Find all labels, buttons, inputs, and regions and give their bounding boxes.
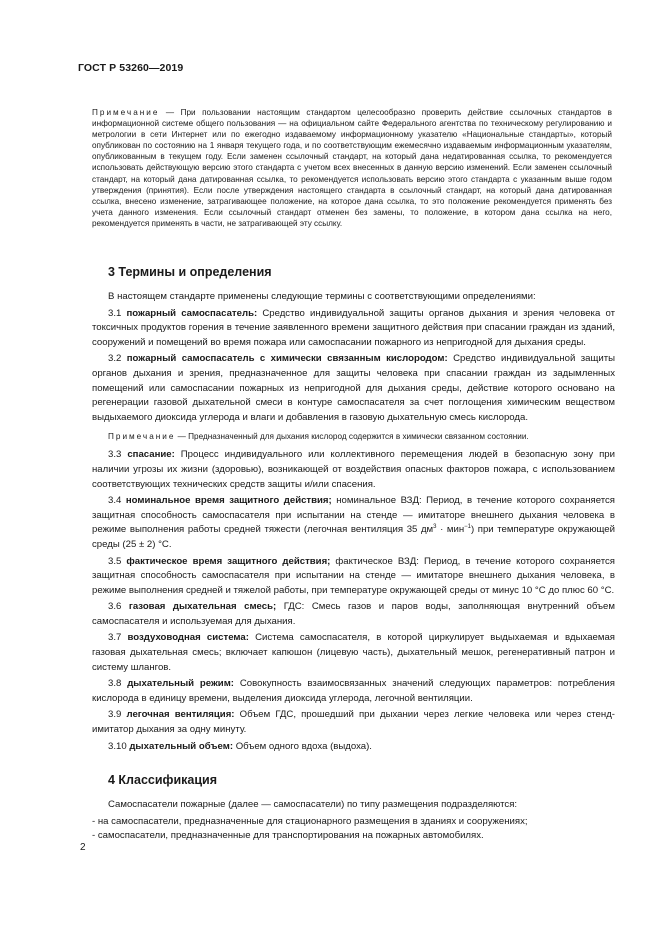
term-3-5 xyxy=(92,555,615,599)
note-text: — При пользовании настоящим стандартом целесообразно проверить действие ссылочных стандартов в информационной системе общего пользования — на официальном сайте Федерального агентства по техническому регулированию и метрологии в сети Интернет или по ежегодно издаваемому информационному указателю «Национальные стандарты», который опубликован по состоянию на 1 января текущего года, и по соответствующим ежемесячно издаваемым информационным указателям, опубликованным в текущем году. Если заменен ссылочный стандарт, на который дана недатированная ссылка, то рекомендуется использовать действующую версию этого стандарта с учетом всех внесенных в данную версию изменений. Если заменен ссылочный стандарт, на который дана датированная ссылка, то рекомендуется использовать версию этого стандарта с указанным выше годом утверждения (принятия). Если после утверждения настоящего стандарта в ссылочный стандарт, на который дана датированная ссылка, внесено изменение, затрагивающее положение, на которое дана ссылка, то это положение рекомендуется применять без учета данного изменения. Если ссылочный стандарт отменен без замены, то положение, в котором дана ссылка на него, рекомендуется применять в части, не затрагивающей эту ссылку. xyxy=(92,108,612,228)
list-item: - самоспасатели, предназначенные для транспортирования на пожарных автомобилях. xyxy=(92,830,484,842)
term-number: 3.8 xyxy=(108,678,128,690)
section-4-intro: Самоспасатели пожарные (далее — самоспасатели) по типу размещения подразделяются: xyxy=(108,799,518,810)
note-label: Примечание xyxy=(92,108,160,117)
term-number: 3.1 xyxy=(108,307,127,319)
term-name: спасание: xyxy=(127,449,175,461)
term-definition: ) при температуре окружающей среды (25 ± 2) °С. xyxy=(92,524,616,550)
term-definition: Средство индивидуальной защиты органов дыхания и зрения человека от токсичных продуктов горения в течение заявленного времени защитного действия при спасании граждан из зданий, сооружений и помещений во время пожара или самоспасании пожарного из непригодной для дыхания среды. xyxy=(92,307,615,348)
term-number: 3.2 xyxy=(108,353,127,365)
note-references xyxy=(92,107,612,229)
term-number: 3.9 xyxy=(108,709,127,721)
section-3-body xyxy=(92,290,615,756)
note-label: Примечание xyxy=(108,432,176,442)
term-number: 3.10 xyxy=(108,740,130,752)
term-number: 3.5 xyxy=(108,555,127,567)
term-definition: Система самоспасателя, в которой циркулирует выдыхаемая и вдыхаемая газовая дыхательная смесь; включает капюшон (лицевую часть), дыхательный мешок, регенеративный патрон и систему шлангов. xyxy=(92,632,615,673)
term-definition: · мин xyxy=(436,524,465,536)
term-name: дыхательный режим: xyxy=(127,678,234,690)
section-4-heading: 4 Классификация xyxy=(108,773,218,787)
superscript: 3 xyxy=(433,524,437,531)
term-3-4 xyxy=(92,494,615,552)
term-number: 3.6 xyxy=(108,601,129,613)
list-item: - на самоспасатели, предназначенные для стационарного размещения в зданиях и сооружениях; xyxy=(92,815,528,827)
placement-list xyxy=(92,815,615,844)
term-definition: Процесс индивидуального или коллективного перемещения людей в безопасную зону при наличии угрозы их жизни (здоровью), возникающей от воздействия опасных факторов пожара, с использованием соответствующих технических средств защиты и/или спасения. xyxy=(92,449,615,490)
note-text: — Предназначенный для дыхания кислород содержится в химически связанном состоянии. xyxy=(175,432,529,442)
term-definition: Совокупность взаимосвязанных значений следующих параметров: потребления кислорода в единицу времени, выделения диоксида углерода, легочной вентиляции. xyxy=(92,678,615,704)
term-3-8 xyxy=(92,677,615,706)
term-name: дыхательный объем: xyxy=(129,740,234,752)
page-number: 2 xyxy=(80,842,86,853)
term-definition: Объем одного вдоха (выдоха). xyxy=(233,740,372,752)
term-name: газовая дыхательная смесь; xyxy=(128,601,277,613)
term-definition: фактическое ВЗД: Период, в течение которого сохраняется защитная способность самоспасателя при испытании на стенде — имитаторе внешнего дыхания человека, в режиме выполнения средней и тяжелой работы, при температуре окружающей среды от минус 10 °С до плюс 60 °С. xyxy=(92,555,615,596)
term-number: 3.7 xyxy=(108,632,128,644)
term-3-3 xyxy=(92,448,615,492)
term-3-2 xyxy=(92,352,615,425)
term-name: фактическое время защитного действия; xyxy=(126,555,331,567)
term-name: воздуховодная система: xyxy=(127,632,249,644)
term-definition: Средство индивидуальной защиты органов дыхания и зрения, предназначенное для защиты человека при спасании граждан из задымленных помещений или самоспасании пожарных из непригодной для дыхания среды, действие которого основано на регенерации газовой дыхательной смеси в контуре самоспасателя за счет поглощения химическим веществом выдыхаемого диоксида углерода и влаги и добавления в газовую дыхательную смесь кислорода. xyxy=(92,353,616,423)
term-3-1 xyxy=(92,307,615,351)
term-number: 3.3 xyxy=(108,449,128,461)
term-name: пожарный самоспасатель: xyxy=(126,307,258,319)
section-3-heading: 3 Термины и определения xyxy=(108,265,272,279)
term-definition: номинальное ВЗД: Период, в течение которого сохраняется защитная способность самоспасателя при испытании на стенде — имитаторе внешнего дыхания человека в режиме выполнения работы средней тяжести (легочная вентиляция 35 дм xyxy=(92,495,615,536)
term-3-9 xyxy=(92,708,615,737)
section-4-body xyxy=(92,798,615,844)
term-name: пожарный самоспасатель с химически связанным кислородом: xyxy=(126,353,448,365)
standard-header: ГОСТ Р 53260—2019 xyxy=(78,62,184,74)
term-number: 3.4 xyxy=(108,495,126,507)
term-name: легочная вентиляция: xyxy=(126,709,235,721)
term-definition: Объем ГДС, прошедший при дыхании через легкие человека или через стенд-имитатор дыхания за одну минуту. xyxy=(92,709,615,736)
term-3-7 xyxy=(92,631,615,675)
term-3-6 xyxy=(92,600,615,629)
term-name: номинальное время защитного действия; xyxy=(125,495,332,507)
superscript: −1 xyxy=(464,524,471,531)
term-3-10 xyxy=(92,740,615,755)
note-oxygen xyxy=(92,431,615,442)
term-definition: ГДС: Смесь газов и паров воды, заполняющая внутренний объем самоспасателя и используемая для дыхания. xyxy=(92,601,615,627)
section-3-intro: В настоящем стандарте применены следующие термины с соответствующими определениями: xyxy=(108,291,536,302)
